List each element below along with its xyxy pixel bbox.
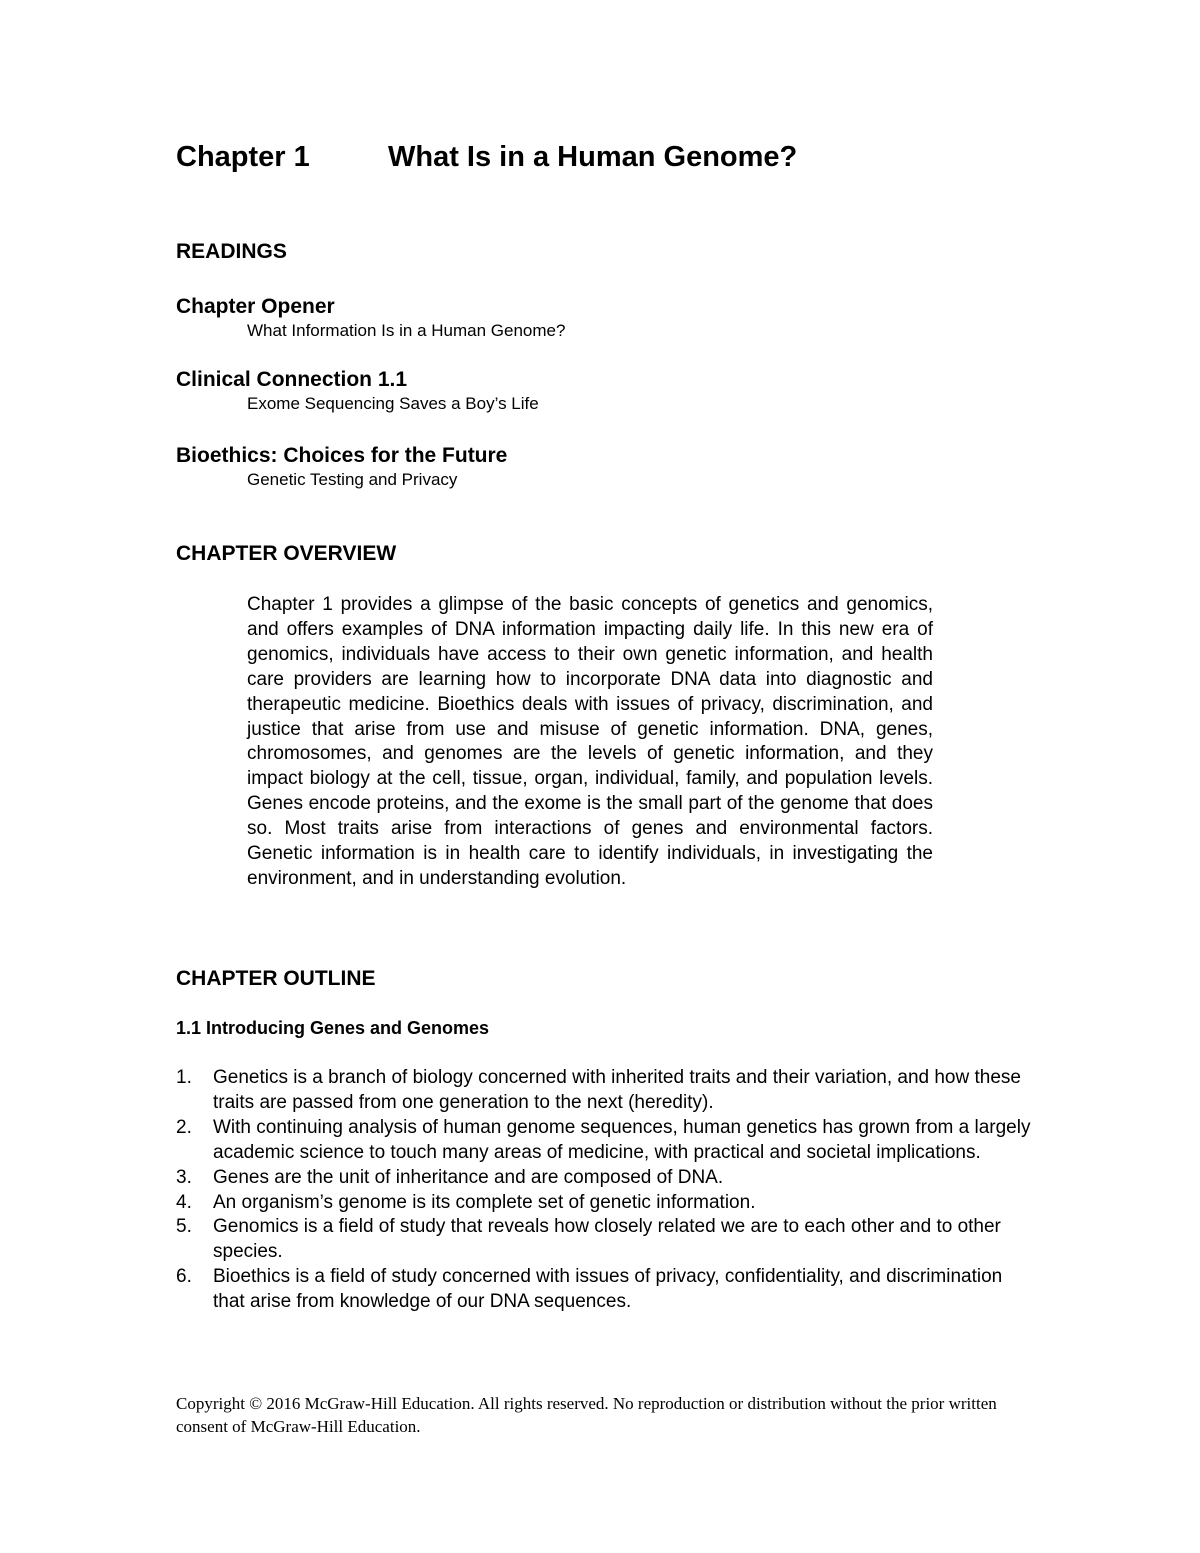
- list-item-number: 2.: [176, 1116, 192, 1138]
- list-item: [176, 1116, 1036, 1166]
- outline-section-title: 1.1 Introducing Genes and Genomes: [176, 1018, 490, 1038]
- chapter-heading: [176, 141, 797, 174]
- list-item-number: 6.: [176, 1266, 192, 1288]
- list-item-text: Genes are the unit of inheritance and are composed of DNA.: [213, 1166, 724, 1188]
- list-item: [176, 1066, 1036, 1116]
- reading-subtitle-chapter-opener: What Information Is in a Human Genome?: [247, 321, 566, 340]
- list-item-number: 1.: [176, 1067, 192, 1088]
- reading-title-bioethics: Bioethics: Choices for the Future: [176, 444, 508, 467]
- list-item: [176, 1166, 1036, 1191]
- list-item-text: Genetics is a branch of biology concerned with inherited traits and their variation, and how these traits are passed from one generation to the next (heredity).: [213, 1067, 1021, 1113]
- overview-heading: CHAPTER OVERVIEW: [176, 542, 397, 565]
- reading-title-chapter-opener: Chapter Opener: [176, 295, 335, 318]
- list-item-text: An organism’s genome is its complete set of genetic information.: [213, 1191, 756, 1213]
- list-item: [176, 1191, 1036, 1216]
- readings-heading: READINGS: [176, 240, 287, 263]
- list-item-text: Bioethics is a field of study concerned with issues of privacy, confidentiality, and discrimination that arise from knowledge of our DNA sequences.: [213, 1266, 1003, 1313]
- reading-subtitle-clinical-connection: Exome Sequencing Saves a Boy’s Life: [247, 394, 539, 413]
- copyright-footer: Copyright © 2016 McGraw-Hill Education. All rights reserved. No reproduction or distribution without the prior written consent of McGraw-Hill Education.: [176, 1394, 997, 1436]
- list-item-number: 5.: [176, 1216, 192, 1238]
- overview-paragraph: Chapter 1 provides a glimpse of the basic concepts of genetics and genomics, and offers examples of DNA information impacting daily life. In this new era of genomics, individuals have access to their own genetic information, and health care providers are learning how to incorporate DNA data into diagnostic and therapeutic medicine. Bioethics deals with issues of privacy, discrimination, and justice that arise from use and misuse of genetic information. DNA, genes, chromosomes, and genomes are the levels of genetic information, and they impact biology at the cell, tissue, organ, individual, family, and population levels. Genes encode proteins, and the exome is the small part of the genome that does so. Most traits arise from interactions of genes and environmental factors. Genetic information is in health care to identify individuals, in investigating the environment, and in understanding evolution.: [247, 594, 933, 889]
- outline-list: [176, 1066, 1036, 1315]
- list-item: [176, 1215, 1036, 1265]
- list-item: [176, 1265, 1036, 1315]
- outline-heading: CHAPTER OUTLINE: [176, 967, 376, 990]
- chapter-number: Chapter 1: [176, 141, 310, 173]
- reading-subtitle-bioethics: Genetic Testing and Privacy: [247, 470, 458, 489]
- list-item-text: With continuing analysis of human genome sequences, human genetics has grown from a largely academic science to touch many areas of medicine, with practical and societal implications.: [213, 1116, 1031, 1163]
- list-item-number: 3.: [176, 1166, 192, 1188]
- reading-title-clinical-connection: Clinical Connection 1.1: [176, 368, 408, 391]
- chapter-title: What Is in a Human Genome?: [388, 141, 798, 173]
- list-item-number: 4.: [176, 1191, 192, 1213]
- list-item-text: Genomics is a field of study that reveals how closely related we are to each other and to other species.: [213, 1216, 1001, 1263]
